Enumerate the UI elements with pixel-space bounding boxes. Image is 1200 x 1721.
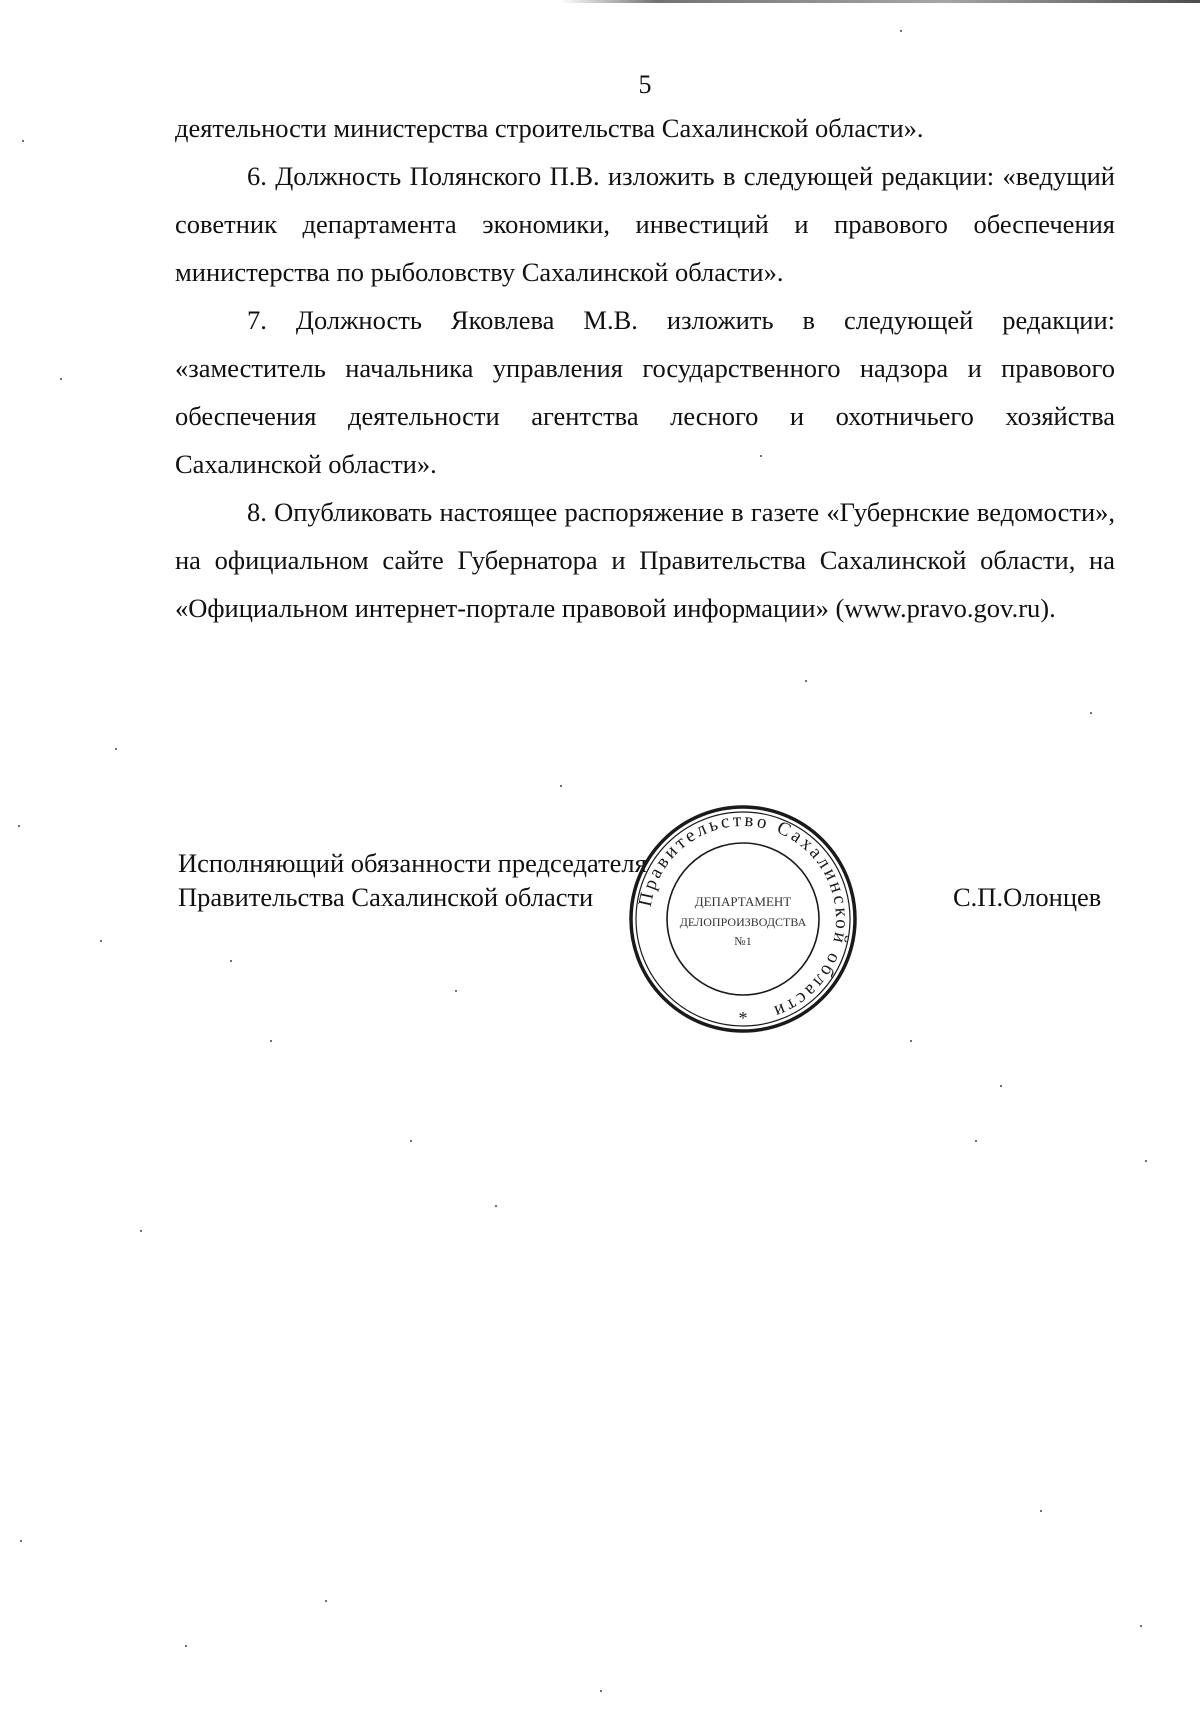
document-body: [175, 104, 1115, 632]
signatory-title-line-1: Исполняющий обязанности председателя: [178, 848, 647, 878]
paragraph-item-7: 7. Должность Яковлева М.В. изложить в следующей редакции: «заместитель начальника управления государственного надзора и правового обеспечения деятельности агентства лесного и охотничьего хозяйства Сахалинской области».: [175, 305, 1115, 479]
seal-inner-line-3: №1: [734, 934, 752, 948]
seal-ring-text: Правительство Сахалинской области: [634, 809, 853, 1024]
paragraph-item-6: 6. Должность Полянского П.В. изложить в следующей редакции: «ведущий советник департамента экономики, инвестиций и правового обеспечения министерства по рыболовству Сахалинской области».: [175, 161, 1115, 287]
scan-top-edge: [560, 0, 1200, 3]
seal-inner-line-1: ДЕПАРТАМЕНТ: [694, 894, 792, 909]
paragraph-item-8: 8. Опубликовать настоящее распоряжение в газете «Губернские ведомости», на официальном сайте Губернатора и Правительства Сахалинской области, на «Официальном интернет-портале правовой информации» (www.pravo.gov.ru).: [175, 497, 1115, 623]
seal-inner-line-2: ДЕЛОПРОИЗВОДСТВА: [679, 915, 807, 929]
paragraph-continuation: деятельности министерства строительства Сахалинской области».: [175, 113, 924, 143]
signature-block: [178, 846, 647, 914]
signatory-name: С.П.Олонцев: [953, 882, 1102, 912]
seal-star: *: [738, 1008, 748, 1028]
signatory-title-line-2: Правительства Сахалинской области: [178, 882, 594, 912]
page-number: 5: [638, 70, 652, 99]
official-seal-icon: [626, 802, 860, 1036]
